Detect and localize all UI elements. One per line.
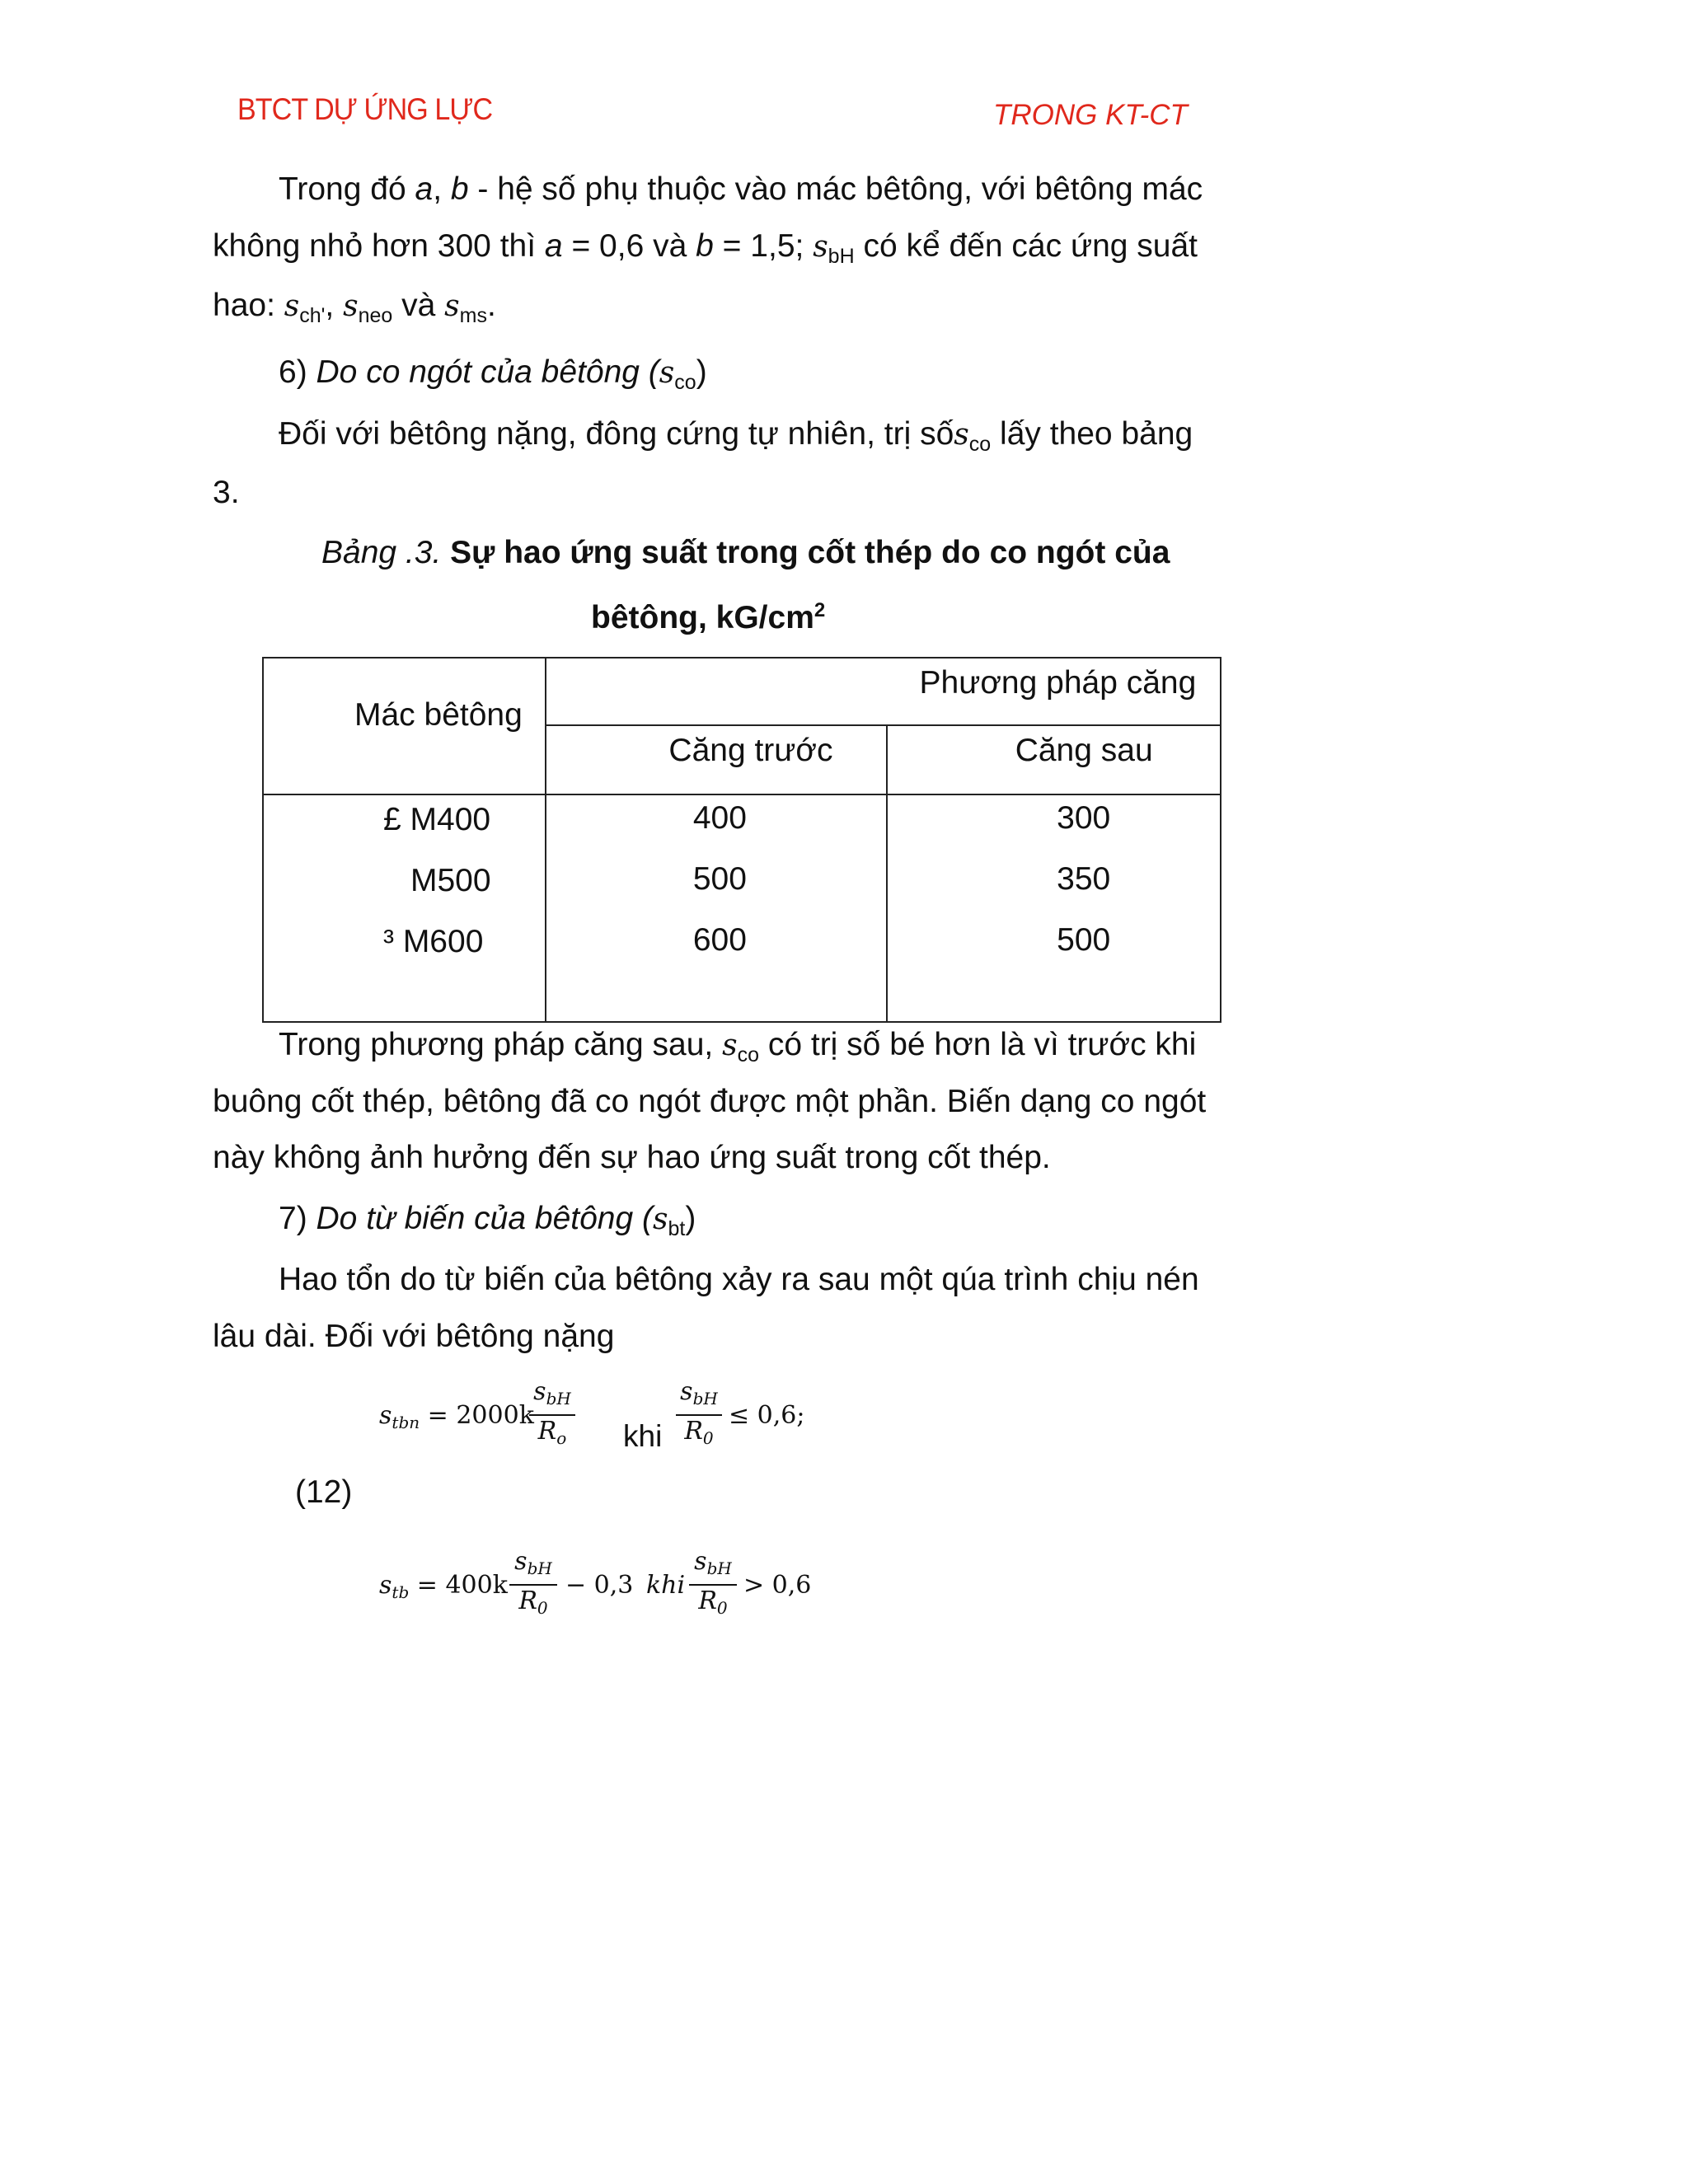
- table-row-sau-3: 500: [1057, 922, 1111, 958]
- table-caption-line-2: bêtông, $kG/cm^2$: [591, 599, 826, 635]
- formula-1-khi: khi: [623, 1419, 663, 1453]
- header-left-title: BTCT DỰ ỨNG LỰC: [237, 92, 493, 126]
- table-row-mac-3: ³ M600: [383, 924, 484, 959]
- sigma-symbol: s: [813, 230, 828, 264]
- paragraph-4-line-1: Hao tổn do từ biến của bêtông xảy ra sau một qúa trình chịu nén: [279, 1262, 1199, 1297]
- formula-2-minus: − 0,3: [565, 1571, 634, 1600]
- body-cell-sau: [887, 794, 1221, 1022]
- body-cell-mac: [263, 794, 546, 1022]
- paragraph-1-line-1: Trong đó a, b - hệ số phụ thuộc vào mác bêtông, với bêtông mác: [279, 171, 1203, 207]
- table-row-truoc-1: 400: [692, 800, 747, 836]
- body-cell-truoc: [546, 794, 886, 1022]
- formula-2-khi: khi: [646, 1571, 686, 1600]
- section-7-heading: 7) Do từ biến của bêtông $(s_{bt})$: [279, 1201, 696, 1240]
- formula-1-condition-fraction: $s_{bH}$ $R_0$: [676, 1378, 722, 1452]
- header-cell-truoc: [546, 725, 886, 794]
- table-row-mac-1: £ M400: [383, 802, 491, 837]
- column-header-mac: Mác bêtông: [354, 697, 523, 733]
- paragraph-2-line-2: 3.: [213, 475, 240, 510]
- paragraph-1-line-3: hao: $s_{ch'}$, $s_{neo}$ và $s_{ms}$.: [213, 288, 496, 327]
- formula-2-condition: > 0,6: [743, 1571, 812, 1600]
- table-caption-line-1: Bảng .3. Sự hao ứng suất trong cốt thép do co ngót của: [321, 535, 1170, 570]
- formula-2-fraction: $s_{bH}$ $R_0$: [509, 1548, 557, 1622]
- paragraph-4-line-2: lâu dài. Đối với bêtông nặng: [213, 1319, 615, 1354]
- paragraph-3-line-3: này không ảnh hưởng đến sự hao ứng suất trong cốt thép.: [213, 1140, 1051, 1175]
- formula-2-lhs: $s_{tb} = 400k$: [379, 1571, 508, 1602]
- table-row-sau-2: 350: [1057, 861, 1111, 897]
- formula-1-lhs: $s_{tbn} = 2000k$: [379, 1401, 534, 1432]
- header-cell-mac: [263, 658, 546, 794]
- column-header-cang-sau: Căng sau: [1015, 733, 1153, 768]
- paragraph-2-line-1: Đối với bêtông nặng, đông cứng tự nhiên, trị sốs$_{co}$ lấy theo bảng: [279, 416, 1193, 456]
- table-row-mac-2: M500: [410, 863, 491, 898]
- table-row-truoc-2: 500: [692, 861, 747, 897]
- shrinkage-loss-table: [262, 657, 1221, 1023]
- column-header-cang-truoc: Căng trước: [668, 733, 833, 768]
- column-group-header: Phương pháp căng: [919, 665, 1197, 701]
- paragraph-1-line-2: không nhỏ hơn 300 thì a = 0,6 và b = 1,5; $s_{bH}$ có kể đến các ứng suất: [213, 228, 1198, 268]
- section-6-heading: 6) Do co ngót của bêtông $(s_{co})$: [279, 354, 707, 394]
- formula-1-fraction: $s_{bH}$ $R_o$: [529, 1378, 575, 1452]
- header-cell-group: [546, 658, 1221, 725]
- table-row-sau-1: 300: [1057, 800, 1111, 836]
- formula-2-condition-fraction: $s_{bH}$ $R_0$: [689, 1548, 737, 1622]
- header-cell-sau: [887, 725, 1221, 794]
- formula-1-condition: ≤ 0,6;: [729, 1401, 805, 1430]
- paragraph-3-line-2: buông cốt thép, bêtông đã co ngót được một phần. Biến dạng co ngót: [213, 1084, 1207, 1119]
- equation-number: (12): [295, 1474, 353, 1510]
- table-row-truoc-3: 600: [692, 922, 747, 958]
- header-right-title: TRONG KT-CT: [993, 99, 1188, 131]
- paragraph-3-line-1: Trong phương pháp căng sau, $s_{co}$ có trị số bé hơn là vì trước khi: [279, 1027, 1197, 1066]
